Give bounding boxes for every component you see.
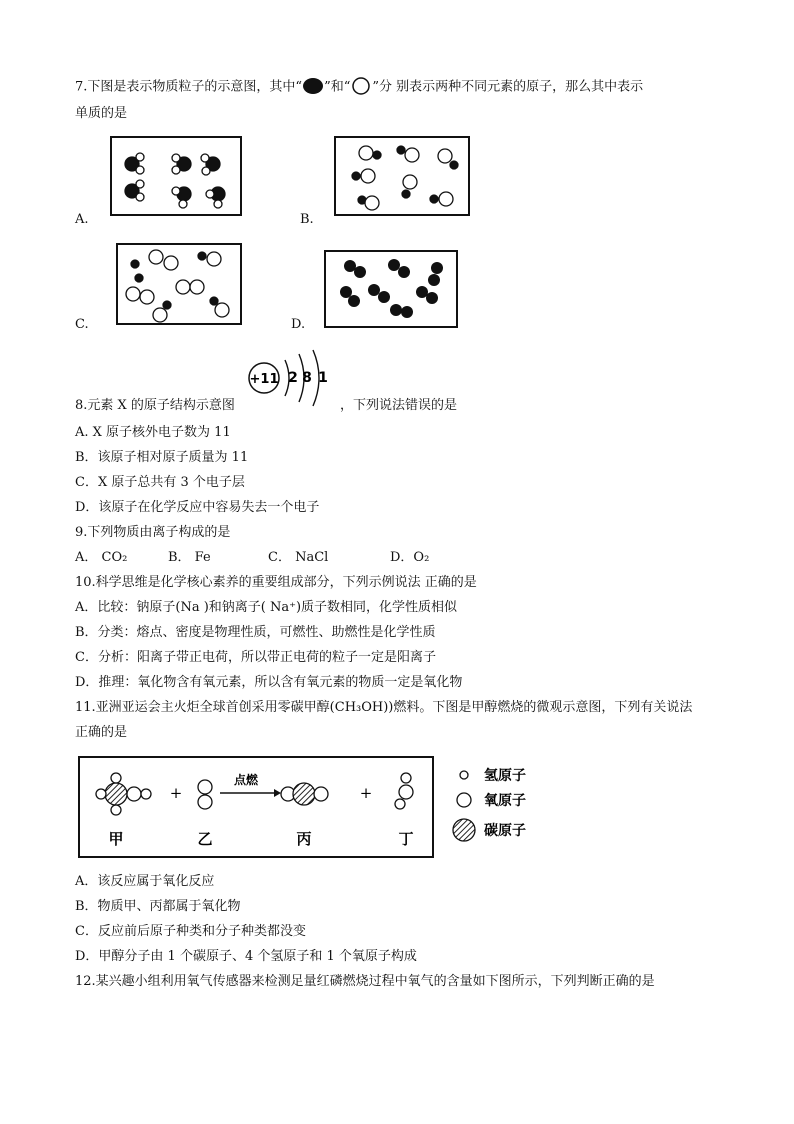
q7-label-b: B. xyxy=(300,212,314,227)
q7-label-d: D. xyxy=(291,317,306,332)
q9-stem: 9.下列物质由离子构成的是 xyxy=(75,525,231,540)
q8-stem-b: ，下列说法错误的是 xyxy=(340,398,458,413)
ignition-label: 点燃 xyxy=(233,773,259,787)
shell-2-count: 8 xyxy=(302,370,312,386)
q8-option-c: C．X 原子总共有 3 个电子层 xyxy=(75,475,245,490)
q9-option-b: B． Fe xyxy=(168,550,211,565)
q10-option-b: B．分类：熔点、密度是物理性质，可燃性、助燃性是化学性质 xyxy=(75,625,436,640)
q11-option-c: C．反应前后原子种类和分子种类都没变 xyxy=(75,924,306,939)
label-ding: 丁 xyxy=(398,830,414,848)
q10-option-a: A．比较：钠原子(Na )和钠离子( Na⁺)质子数相同，化学性质相似 xyxy=(75,600,458,615)
oxygen-legend-icon xyxy=(457,793,471,807)
plus-sign-2: + xyxy=(359,784,373,802)
q11-stem: 11.亚洲亚运会主火炬全球首创采用零碳甲醇(CH₃OH))燃料。下图是甲醇燃烧的微观示意图，下列有关说法 xyxy=(75,700,693,715)
q11-option-a: A．该反应属于氧化反应 xyxy=(75,874,215,889)
shell-1-count: 2 xyxy=(288,370,298,386)
shell-3-count: 1 xyxy=(318,370,328,386)
q12-stem: 12.某兴趣小组利用氧气传感器来检测足量红磷燃烧过程中氧气的含量如下图所示，下列判断正确的是 xyxy=(75,974,655,989)
q7-label-c: C. xyxy=(75,317,89,332)
atom-structure-diagram xyxy=(247,348,337,408)
q7-box-b xyxy=(334,136,470,216)
black-atom-icon xyxy=(302,78,324,96)
q7-box-a xyxy=(110,136,242,216)
q11-stem-cont: 正确的是 xyxy=(75,725,128,740)
q8-stem-a: 8.元素 X 的原子结构示意图 xyxy=(75,398,235,413)
q10-option-c: C．分析：阳离子带正电荷，所以带正电荷的粒子一定是阳离子 xyxy=(75,650,436,665)
q9-option-d: D．O₂ xyxy=(390,550,430,565)
q10-option-d: D．推理：氧化物含有氧元素，所以含有氧元素的物质一定是氧化物 xyxy=(75,675,463,690)
label-jia: 甲 xyxy=(108,830,124,848)
q8-option-d: D．该原子在化学反应中容易失去一个电子 xyxy=(75,500,320,515)
label-yi: 乙 xyxy=(197,830,213,848)
carbon-legend-icon xyxy=(453,819,475,841)
q11-option-b: B．物质甲、丙都属于氧化物 xyxy=(75,899,241,914)
q7-label-a: A. xyxy=(75,212,89,227)
legend-carbon: 碳原子 xyxy=(484,823,526,839)
white-atom-icon xyxy=(350,78,372,96)
label-bing: 丙 xyxy=(296,830,312,848)
q7-stem-cont: 单质的是 xyxy=(75,106,128,121)
legend-oxygen: 氧原子 xyxy=(484,793,526,809)
q9-option-a: A． CO₂ xyxy=(75,550,128,565)
plus-sign-1: + xyxy=(169,784,183,802)
q11-option-d: D．甲醇分子由 1 个碳原子、4 个氢原子和 1 个氧原子构成 xyxy=(75,949,417,964)
q10-stem: 10.科学思维是化学核心素养的重要组成部分，下列示例说法 正确的是 xyxy=(75,575,477,590)
legend-hydrogen: 氢原子 xyxy=(484,768,526,784)
q9-option-c: C． NaCl xyxy=(268,550,329,565)
q8-option-a: A. X 原子核外电子数为 11 xyxy=(75,425,231,440)
hydrogen-legend-icon xyxy=(460,771,468,779)
atom-nucleus: +11 xyxy=(249,372,279,387)
q8-option-b: B．该原子相对原子质量为 11 xyxy=(75,450,249,465)
legend xyxy=(453,771,475,841)
q7-stem: 7.下图是表示物质粒子的示意图，其中“ ”和“ ”分 别表示两种不同元素的原子，那么其中表示 xyxy=(75,79,644,95)
q7-box-d xyxy=(324,250,458,328)
methanol-combustion-diagram xyxy=(78,756,548,860)
q7-box-c xyxy=(116,243,242,325)
